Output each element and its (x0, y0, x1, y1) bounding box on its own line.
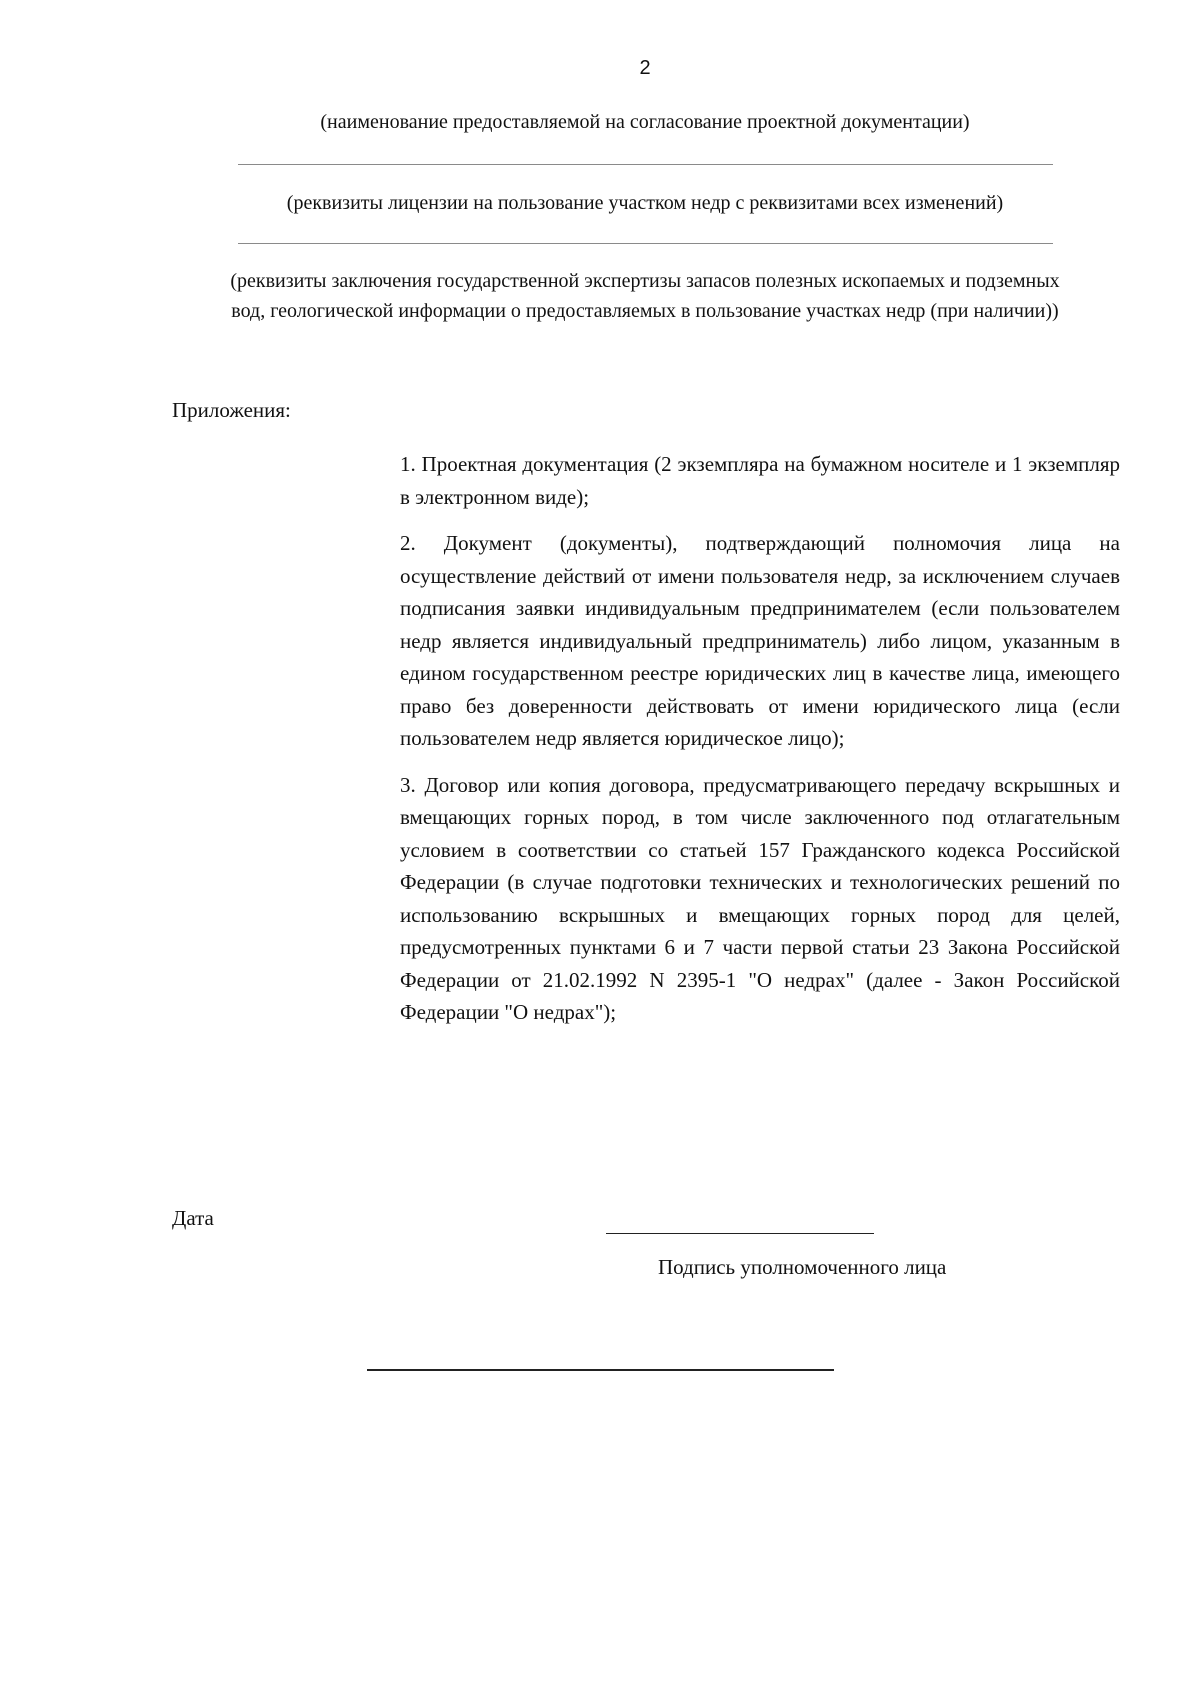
appendix-item-3: 3. Договор или копия договора, предусматривающего передачу вскрышных и вмещающих горных пород, в том числе заключенного под отлагательным условием в соответствии со статьей 157 Гражданского кодекса Российской Федерации (в случае подготовки технических и технологических решений по использованию вскрышных и вмещающих горных пород для целей, предусмотренных пунктами 6 и 7 части первой статьи 23 Закона Российской Федерации от 21.02.1992 N 2395-1 "О недрах" (далее - Закон Российской Федерации "О недрах"); (400, 772, 1120, 1024)
appendices-title: Приложения: (172, 398, 291, 422)
appendix-list (400, 448, 1120, 1043)
appendix-item-1: 1. Проектная документация (2 экземпляра на бумажном носителе и 1 экземпляр в электронном виде); (400, 452, 1120, 509)
name-fill-line (367, 1369, 834, 1371)
appendix-item-2: 2. Документ (документы), подтверждающий полномочия лица на осуществление действий от имени пользователя недр, за исключением случаев подписания заявки индивидуальным предпринимателем (если пользователем недр является индивидуальный предприниматель) либо лицом, указанным в едином государственном реестре юридических лиц в качестве лица, имеющего право без доверенности действовать от имени юридического лица (если пользователем недр является юридическое лицо); (400, 531, 1120, 750)
page-number: 2 (639, 57, 651, 79)
signature-caption: Подпись уполномоченного лица (658, 1255, 947, 1279)
expertise-details-caption-line-2: вод, геологической информации о предоставляемых в пользование участках недр (при наличии)) (231, 300, 1059, 322)
expertise-details-fill-line (238, 243, 1053, 244)
expertise-details-caption-line-1: (реквизиты заключения государственной экспертизы запасов полезных ископаемых и подземных (230, 270, 1060, 292)
documentation-name-caption: (наименование предоставляемой на согласование проектной документации) (320, 111, 970, 133)
signature-line (606, 1233, 874, 1234)
license-details-fill-line (238, 164, 1053, 165)
license-details-caption: (реквизиты лицензии на пользование участком недр с реквизитами всех изменений) (286, 192, 1004, 214)
date-label: Дата (172, 1206, 214, 1230)
